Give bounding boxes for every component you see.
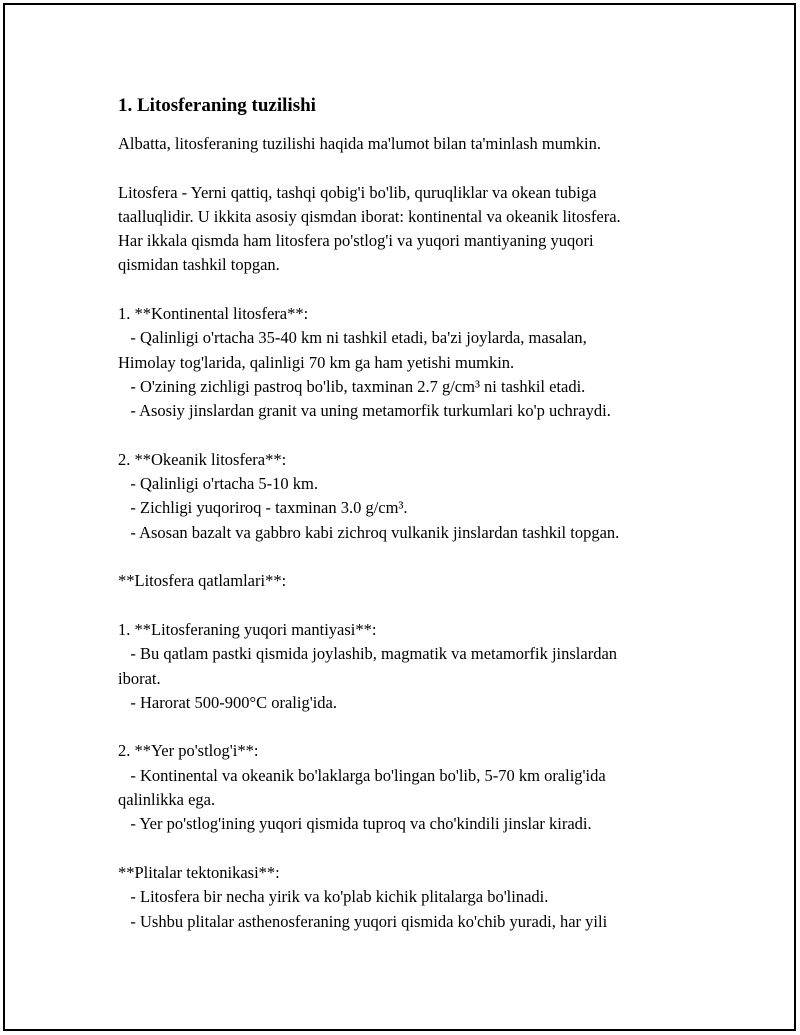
text-line: **Plitalar tektonikasi**: bbox=[118, 862, 280, 882]
text-line: - Litosfera bir necha yirik va ko'plab kichik plitalarga bo'linadi. bbox=[118, 887, 549, 907]
text-line: **Litosfera qatlamlari**: bbox=[118, 571, 287, 591]
text-line: Har ikkala qismda ham litosfera po'stlog'i va yuqori mantiyaning yuqori bbox=[118, 231, 594, 251]
text-line: - Zichligi yuqoriroq - taxminan 3.0 g/cm³. bbox=[118, 498, 408, 518]
text-line: qismidan tashkil topgan. bbox=[118, 255, 280, 275]
text-line: - Qalinligi o'rtacha 5-10 km. bbox=[118, 474, 319, 494]
text-line: - Asosiy jinslardan granit va uning metamorfik turkumlari ko'p uchraydi. bbox=[118, 401, 611, 421]
text-line: Litosfera - Yerni qattiq, tashqi qobig'i bo'lib, quruqliklar va okean tubiga bbox=[118, 182, 597, 202]
text-line: - O'zining zichligi pastroq bo'lib, taxminan 2.7 g/cm³ ni tashkil etadi. bbox=[118, 376, 586, 396]
text-line: - Qalinligi o'rtacha 35-40 km ni tashkil etadi, ba'zi joylarda, masalan, bbox=[118, 328, 587, 348]
text-line: 2. **Okeanik litosfera**: bbox=[118, 449, 287, 469]
text-line: 1. **Kontinental litosfera**: bbox=[118, 304, 309, 324]
blank-line bbox=[118, 424, 698, 448]
text-line: - Kontinental va okeanik bo'laklarga bo'lingan bo'lib, 5-70 km oralig'ida bbox=[118, 765, 606, 785]
blank-line bbox=[118, 278, 698, 302]
document-text bbox=[118, 132, 698, 934]
document-title: 1. Litosferaning tuzilishi bbox=[118, 95, 316, 116]
text-line: - Ushbu plitalar asthenosferaning yuqori qismida ko'chib yuradi, har yili bbox=[118, 911, 608, 931]
text-line: qalinlikka ega. bbox=[118, 790, 216, 810]
text-line: iborat. bbox=[118, 668, 161, 688]
blank-line bbox=[118, 545, 698, 569]
text-line: - Harorat 500-900°C oralig'ida. bbox=[118, 692, 337, 712]
blank-line bbox=[118, 837, 698, 861]
text-line: taalluqlidir. U ikkita asosiy qismdan iborat: kontinental va okeanik litosfera. bbox=[118, 206, 621, 226]
document-body bbox=[118, 94, 698, 934]
blank-line bbox=[118, 156, 698, 180]
text-line: 1. **Litosferaning yuqori mantiyasi**: bbox=[118, 619, 377, 639]
blank-line bbox=[118, 594, 698, 618]
text-line: - Yer po'stlog'ining yuqori qismida tuproq va cho'kindili jinslar kiradi. bbox=[118, 814, 592, 834]
text-line: Albatta, litosferaning tuzilishi haqida ma'lumot bilan ta'minlash mumkin. bbox=[118, 134, 601, 153]
text-line: - Bu qatlam pastki qismida joylashib, magmatik va metamorfik jinslardan bbox=[118, 644, 618, 664]
text-line: - Asosan bazalt va gabbro kabi zichroq vulkanik jinslardan tashkil topgan. bbox=[118, 522, 620, 542]
text-line: Himolay tog'larida, qalinligi 70 km ga ham yetishi mumkin. bbox=[118, 352, 515, 372]
text-line: 2. **Yer po'stlog'i**: bbox=[118, 741, 259, 761]
blank-line bbox=[118, 715, 698, 739]
